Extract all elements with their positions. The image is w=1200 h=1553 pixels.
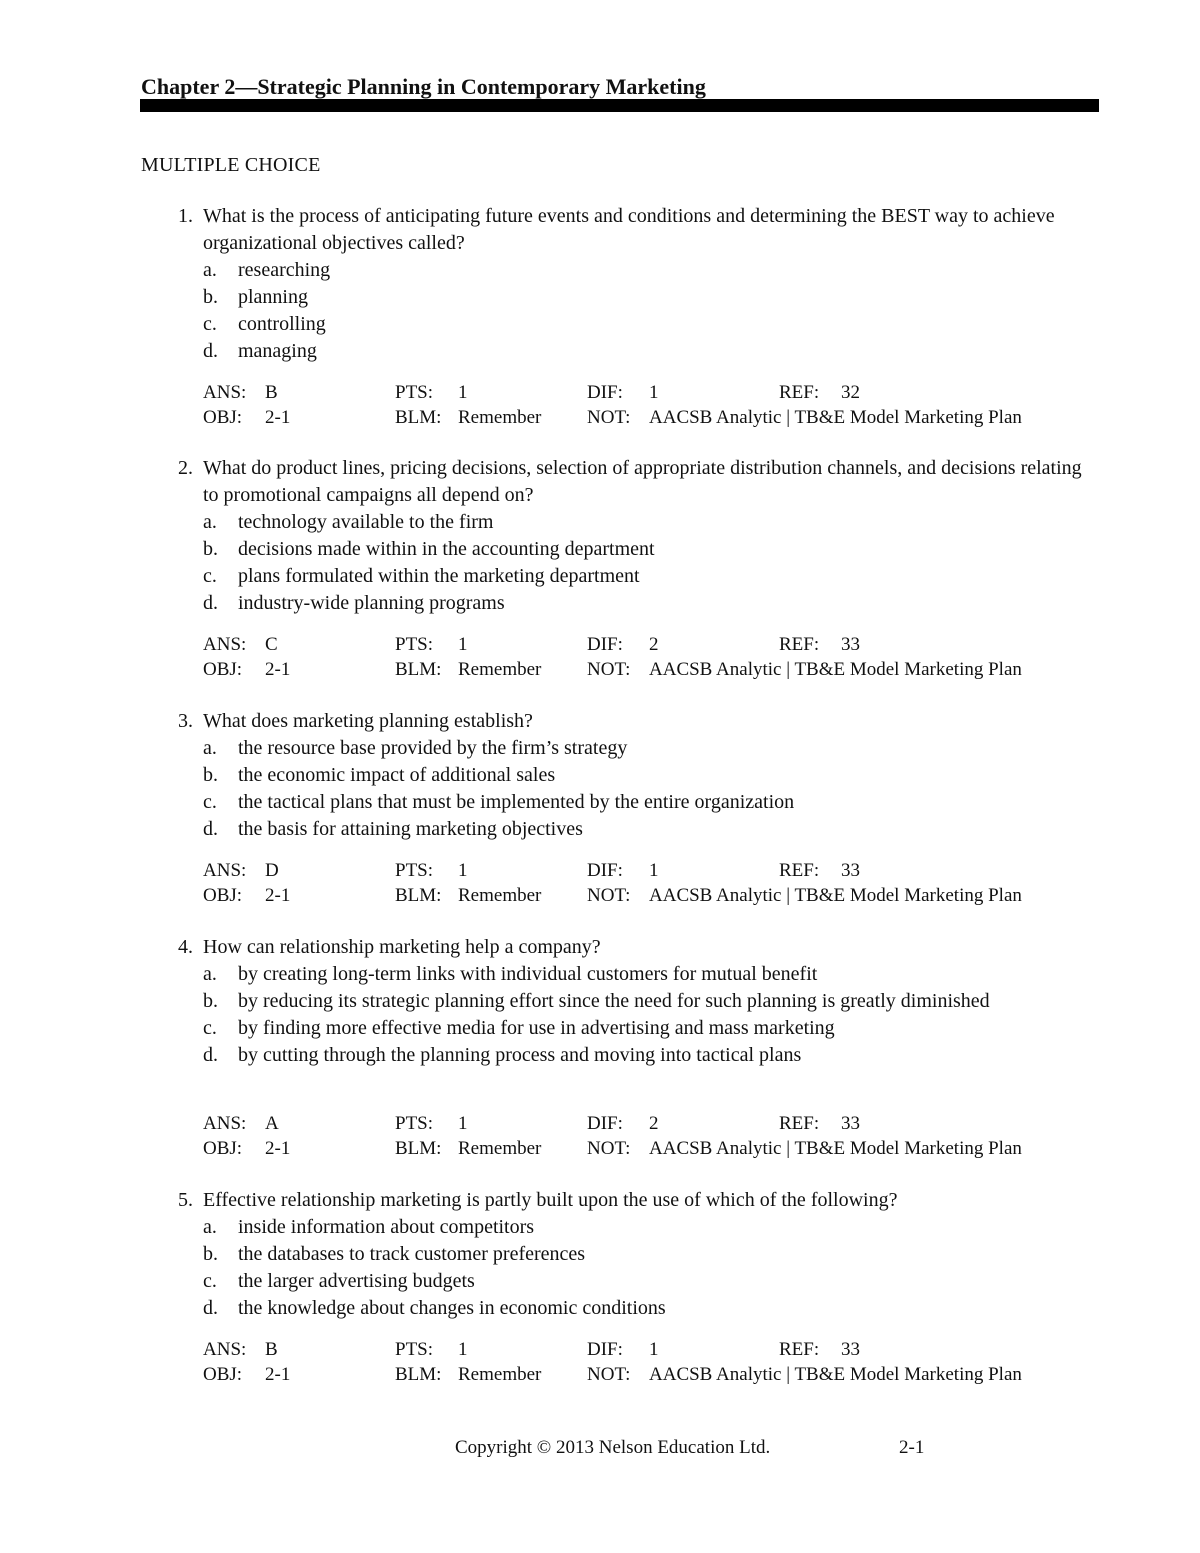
answer-option-d	[0, 816, 1200, 843]
meta-row-2	[0, 405, 1200, 430]
answer-metadata	[0, 858, 1200, 908]
option-letter: a.	[203, 737, 217, 759]
pts-label: PTS:	[395, 1339, 434, 1360]
ans-value: A	[265, 1113, 279, 1134]
dif-value: 1	[649, 860, 659, 881]
dif-label: DIF:	[587, 382, 623, 403]
answer-option-d	[0, 338, 1200, 365]
meta-row-1	[0, 1337, 1200, 1362]
obj-value: 2-1	[265, 407, 291, 428]
option-letter: c.	[203, 313, 217, 335]
not-value: AACSB Analytic | TB&E Model Marketing Plan	[649, 885, 1022, 906]
blm-value: Remember	[458, 1364, 542, 1385]
ref-value: 33	[841, 860, 860, 881]
ref-label: REF:	[779, 1339, 820, 1360]
answer-metadata	[0, 1337, 1200, 1387]
dif-label: DIF:	[587, 1113, 623, 1134]
question-text: What is the process of anticipating future events and conditions and determining the BEST way to achieve organizational objectives called?	[203, 205, 1055, 254]
option-text: by finding more effective media for use in advertising and mass marketing	[238, 1017, 835, 1039]
answer-option-c	[0, 563, 1200, 590]
option-text: plans formulated within the marketing department	[238, 565, 640, 587]
answer-options	[0, 735, 1200, 843]
option-text: the databases to track customer preferences	[238, 1243, 586, 1265]
obj-label: OBJ:	[203, 659, 243, 680]
ref-label: REF:	[779, 382, 820, 403]
option-letter: b.	[203, 990, 218, 1012]
option-letter: d.	[203, 1297, 218, 1319]
answer-option-d	[0, 590, 1200, 617]
meta-row-1	[0, 858, 1200, 883]
option-text: the economic impact of additional sales	[238, 764, 556, 786]
question-text: What do product lines, pricing decisions, selection of appropriate distribution channels, and decisions relating to promotional campaigns all depend on?	[203, 457, 1082, 506]
page-footer	[0, 1434, 1200, 1462]
pts-value: 1	[458, 860, 468, 881]
option-letter: b.	[203, 1243, 218, 1265]
dif-value: 2	[649, 634, 659, 655]
dif-label: DIF:	[587, 634, 623, 655]
ans-label: ANS:	[203, 1339, 247, 1360]
option-letter: c.	[203, 1270, 217, 1292]
option-letter: b.	[203, 764, 218, 786]
ref-value: 32	[841, 382, 860, 403]
answer-option-b	[0, 762, 1200, 789]
option-text: the tactical plans that must be implemented by the entire organization	[238, 791, 795, 813]
not-value: AACSB Analytic | TB&E Model Marketing Plan	[649, 659, 1022, 680]
meta-row-2	[0, 1362, 1200, 1387]
answer-option-c	[0, 1268, 1200, 1295]
meta-row-2	[0, 1136, 1200, 1161]
answer-option-a	[0, 1214, 1200, 1241]
ref-value: 33	[841, 1339, 860, 1360]
answer-option-a	[0, 509, 1200, 536]
answer-options	[0, 1214, 1200, 1322]
page-number: 2-1	[899, 1437, 925, 1458]
answer-metadata	[0, 1111, 1200, 1161]
not-label: NOT:	[587, 659, 631, 680]
meta-row-1	[0, 632, 1200, 657]
blm-label: BLM:	[395, 659, 442, 680]
ans-label: ANS:	[203, 382, 247, 403]
option-letter: d.	[203, 1044, 218, 1066]
pts-value: 1	[458, 382, 468, 403]
option-letter: d.	[203, 592, 218, 614]
option-text: by reducing its strategic planning effort since the need for such planning is greatly diminished	[238, 990, 990, 1012]
answer-option-b	[0, 1241, 1200, 1268]
option-letter: c.	[203, 1017, 217, 1039]
answer-option-b	[0, 536, 1200, 563]
dif-label: DIF:	[587, 1339, 623, 1360]
option-letter: d.	[203, 818, 218, 840]
answer-option-b	[0, 988, 1200, 1015]
blm-label: BLM:	[395, 1364, 442, 1385]
chapter-title: Chapter 2—Strategic Planning in Contemporary Marketing	[141, 74, 706, 99]
option-letter: b.	[203, 538, 218, 560]
option-text: technology available to the firm	[238, 511, 494, 533]
meta-row-2	[0, 657, 1200, 682]
not-label: NOT:	[587, 1364, 631, 1385]
obj-value: 2-1	[265, 885, 291, 906]
answer-option-d	[0, 1042, 1200, 1069]
obj-value: 2-1	[265, 1364, 291, 1385]
ref-value: 33	[841, 634, 860, 655]
blm-value: Remember	[458, 885, 542, 906]
not-value: AACSB Analytic | TB&E Model Marketing Plan	[649, 407, 1022, 428]
ref-label: REF:	[779, 860, 820, 881]
answer-option-c	[0, 789, 1200, 816]
question-number: 5.	[178, 1189, 193, 1211]
answer-option-a	[0, 257, 1200, 284]
dif-value: 1	[649, 382, 659, 403]
option-text: researching	[238, 259, 331, 281]
option-letter: a.	[203, 259, 217, 281]
pts-label: PTS:	[395, 382, 434, 403]
answer-options	[0, 961, 1200, 1069]
obj-label: OBJ:	[203, 1364, 243, 1385]
blm-label: BLM:	[395, 407, 442, 428]
option-letter: d.	[203, 340, 218, 362]
option-text: the basis for attaining marketing objectives	[238, 818, 583, 840]
obj-value: 2-1	[265, 1138, 291, 1159]
option-letter: a.	[203, 511, 217, 533]
option-letter: c.	[203, 565, 217, 587]
not-label: NOT:	[587, 885, 631, 906]
answer-option-b	[0, 284, 1200, 311]
not-value: AACSB Analytic | TB&E Model Marketing Plan	[649, 1138, 1022, 1159]
option-text: decisions made within in the accounting department	[238, 538, 655, 560]
option-text: the larger advertising budgets	[238, 1270, 475, 1292]
option-text: the resource base provided by the firm’s strategy	[238, 737, 628, 759]
copyright-notice: Copyright © 2013 Nelson Education Ltd.	[455, 1437, 771, 1458]
dif-value: 1	[649, 1339, 659, 1360]
option-text: by creating long-term links with individual customers for mutual benefit	[238, 963, 818, 985]
pts-label: PTS:	[395, 1113, 434, 1134]
option-letter: b.	[203, 286, 218, 308]
question-number: 4.	[178, 936, 193, 958]
question-number: 2.	[178, 457, 193, 479]
meta-row-2	[0, 883, 1200, 908]
ref-label: REF:	[779, 634, 820, 655]
not-label: NOT:	[587, 407, 631, 428]
ref-label: REF:	[779, 1113, 820, 1134]
ans-value: B	[265, 1339, 278, 1360]
dif-label: DIF:	[587, 860, 623, 881]
option-letter: a.	[203, 1216, 217, 1238]
answer-options	[0, 509, 1200, 617]
dif-value: 2	[649, 1113, 659, 1134]
question-number: 1.	[178, 205, 193, 227]
ans-value: D	[265, 860, 279, 881]
blm-label: BLM:	[395, 1138, 442, 1159]
ans-label: ANS:	[203, 1113, 247, 1134]
question-number: 3.	[178, 710, 193, 732]
pts-label: PTS:	[395, 634, 434, 655]
pts-value: 1	[458, 634, 468, 655]
obj-label: OBJ:	[203, 885, 243, 906]
option-text: inside information about competitors	[238, 1216, 535, 1238]
blm-label: BLM:	[395, 885, 442, 906]
option-text: controlling	[238, 313, 326, 335]
option-text: planning	[238, 286, 308, 308]
question-text: Effective relationship marketing is partly built upon the use of which of the following?	[203, 1189, 898, 1211]
pts-value: 1	[458, 1113, 468, 1134]
option-text: by cutting through the planning process and moving into tactical plans	[238, 1044, 802, 1066]
ans-label: ANS:	[203, 860, 247, 881]
answer-option-a	[0, 961, 1200, 988]
option-letter: a.	[203, 963, 217, 985]
section-heading: MULTIPLE CHOICE	[141, 154, 321, 176]
option-text: industry-wide planning programs	[238, 592, 505, 614]
not-value: AACSB Analytic | TB&E Model Marketing Plan	[649, 1364, 1022, 1385]
option-text: managing	[238, 340, 317, 362]
answer-option-c	[0, 1015, 1200, 1042]
question-text: How can relationship marketing help a company?	[203, 936, 601, 958]
pts-value: 1	[458, 1339, 468, 1360]
option-text: the knowledge about changes in economic conditions	[238, 1297, 666, 1319]
answer-option-c	[0, 311, 1200, 338]
pts-label: PTS:	[395, 860, 434, 881]
answer-option-a	[0, 735, 1200, 762]
meta-row-1	[0, 1111, 1200, 1136]
obj-value: 2-1	[265, 659, 291, 680]
blm-value: Remember	[458, 659, 542, 680]
ans-value: B	[265, 382, 278, 403]
answer-metadata	[0, 380, 1200, 430]
blm-value: Remember	[458, 1138, 542, 1159]
answer-options	[0, 257, 1200, 365]
blm-value: Remember	[458, 407, 542, 428]
answer-option-d	[0, 1295, 1200, 1322]
question-text: What does marketing planning establish?	[203, 710, 533, 732]
ref-value: 33	[841, 1113, 860, 1134]
ans-label: ANS:	[203, 634, 247, 655]
ans-value: C	[265, 634, 278, 655]
title-rule	[140, 99, 1099, 112]
obj-label: OBJ:	[203, 1138, 243, 1159]
not-label: NOT:	[587, 1138, 631, 1159]
answer-metadata	[0, 632, 1200, 682]
obj-label: OBJ:	[203, 407, 243, 428]
meta-row-1	[0, 380, 1200, 405]
option-letter: c.	[203, 791, 217, 813]
